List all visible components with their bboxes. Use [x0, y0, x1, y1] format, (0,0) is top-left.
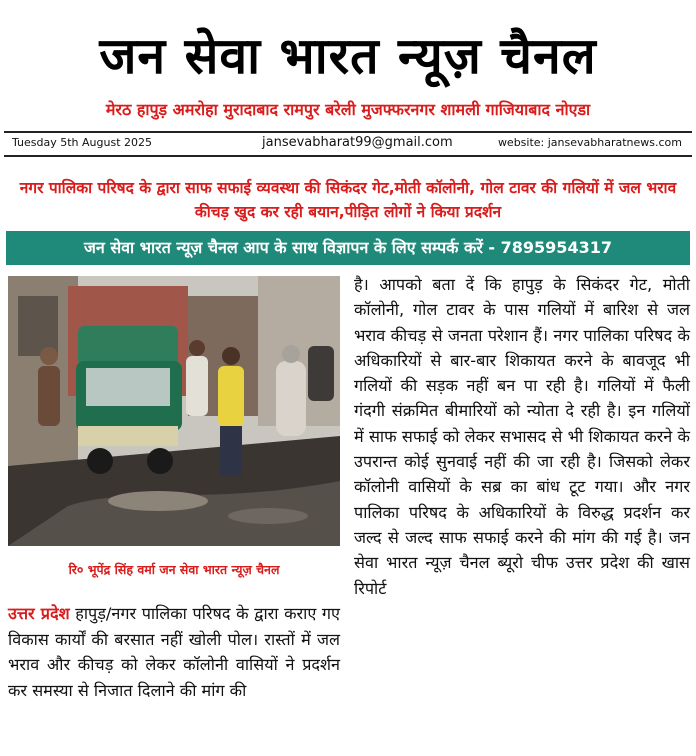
article-right-column: है। आपको बता दें कि हापुड़ के सिकंदर गेट, मोती कॉलोनी, गोल टावर के पास गलियों में बारिश से जल भराव कीचड़ से जनता परेशान हैं। नगर पालिका परिषद के अधिकारियों से बार-बार शिकायत करने के बावजूद भी गलियों की सड़क नहीं बन पा रही है। गलियों में फैली गंदगी संक्रमित बीमारियों को न्योता दे रही है। इन गलियों में साफ सफाई को लेकर सभासद से भी शिकायत करने के उपरान्त कोई सुनवाई नहीं की जा रही है। जिसको लेकर कॉलोनी वासियों के सब्र का बांध टूट गया। और नगर पालिका परिषद के अधिकारियों के विरुद्ध प्रदर्शन कर जल्द से जल्द साफ सफाई करने की मांग की गई है। जन सेवा भारत न्यूज़ चैनल ब्यूरो चीफ उत्तर प्रदेश की खास रिपोर्ट	[354, 275, 690, 598]
info-bar	[4, 131, 692, 157]
advertisement-banner: जन सेवा भारत न्यूज़ चैनल आप के साथ विज्ञापन के लिए सम्पर्क करें - 7895954317	[6, 231, 690, 265]
article-left-text: हापुड़/नगर पालिका परिषद के द्वारा कराए गए विकास कार्यों की बरसात नहीं खोली पोल। रास्तों में जल भराव और कीचड़ को लेकर कॉलोनी वासियों ने प्रदर्शन कर समस्या से निजात दिलाने की मांग की	[8, 604, 340, 700]
website-link[interactable]: website: jansevabharatnews.com	[497, 136, 682, 149]
article-lead: उत्तर प्रदेश	[8, 604, 70, 623]
news-photo	[8, 276, 340, 546]
masthead-title: जन सेवा भारत न्यूज़ चैनल	[99, 27, 597, 85]
article-left-column	[8, 601, 340, 703]
photo-caption: रि० भूपेंद्र सिंह वर्मा जन सेवा भारत न्यूज़ चैनल	[68, 562, 280, 577]
headline: नगर पालिका परिषद के द्वारा साफ सफाई व्यवस्था की सिकंदर गेट,मोती कॉलोनी, गोल टावर की गलियों में जल भराव कीचड़ खुद कर रही बयान,पीड़ित लोगों ने किया प्रदर्शन	[19, 179, 677, 221]
city-list: मेरठ हापुड़ अमरोहा मुरादाबाद रामपुर बरेली मुजफ्फरनगर शामली गाजियाबाद नोएडा	[105, 100, 591, 119]
issue-date: Tuesday 5th August 2025	[12, 136, 153, 149]
contact-email[interactable]: jansevabharat99@gmail.com	[262, 135, 453, 150]
